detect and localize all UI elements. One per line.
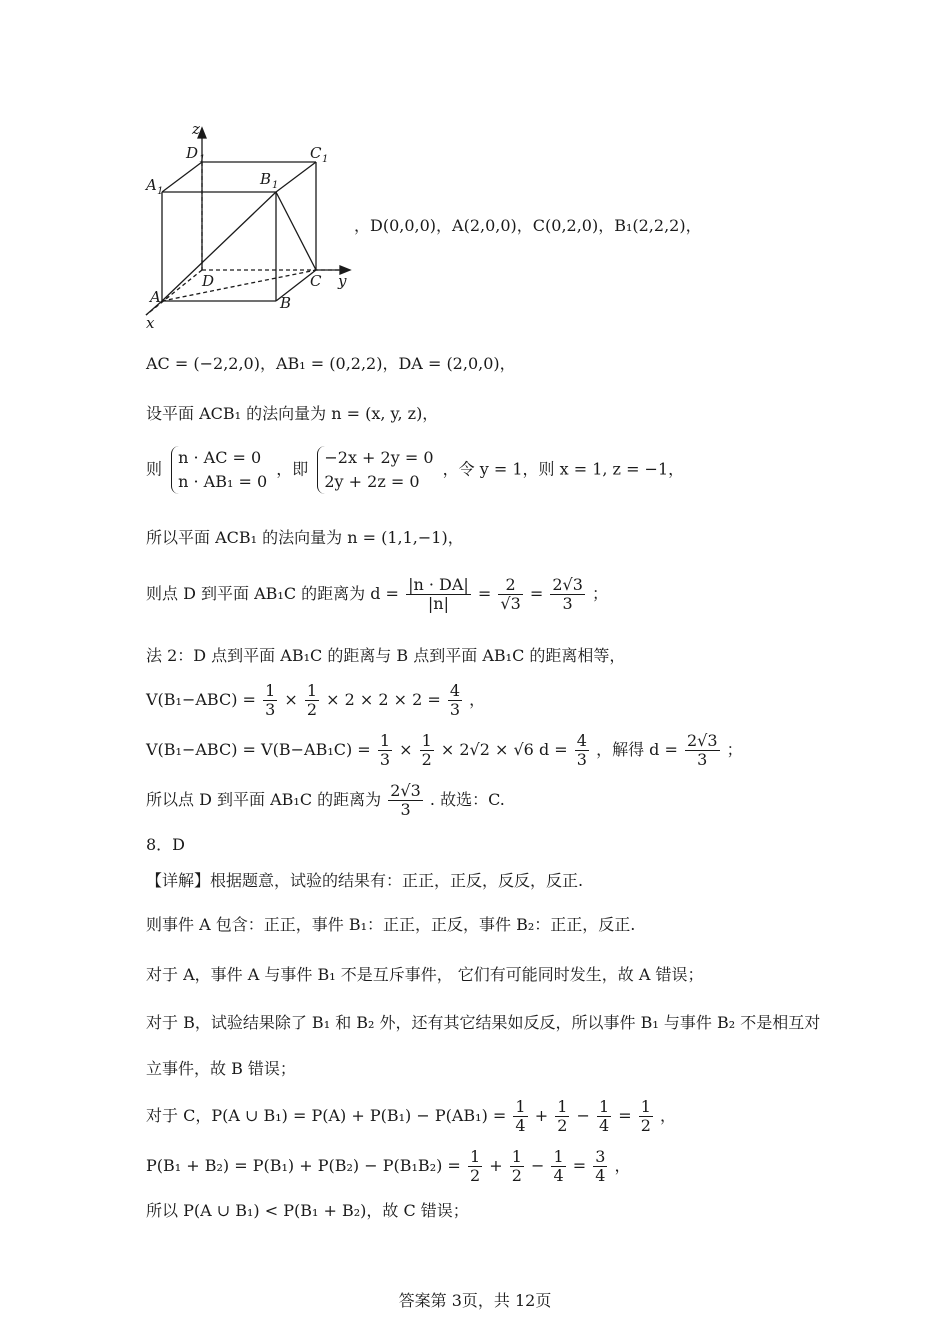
prob2-prefix: P(B₁ + B₂) = P(B₁) + P(B₂) − P(B₁B₂) = xyxy=(146,1156,461,1175)
label-c1: C xyxy=(310,144,322,162)
vectors-line: AC = (−2,2,0)，AB₁ = (0,2,2)，DA = (2,0,0)， xyxy=(146,354,516,373)
label-b1: B xyxy=(260,170,272,188)
page-footer: 答案第 3页，共 12页 xyxy=(398,1291,552,1310)
conclusion-line xyxy=(146,782,505,819)
system-eq3: −2x + 2y = 0 xyxy=(324,448,434,467)
label-a: A xyxy=(150,288,161,306)
detail-line: 【详解】根据题意，试验的结果有：正正，正反，反反，反正. xyxy=(146,871,584,890)
volume1-mid: × 2 × 2 × 2 = xyxy=(326,690,441,709)
label-y: y xyxy=(338,272,347,290)
label-b1-sub: 1 xyxy=(272,180,279,191)
normal-setup-line: 设平面 ACB₁ 的法向量为 n = (x, y, z)， xyxy=(146,404,439,423)
prob2-line: P(B₁ + B₂) = P(B₁) + P(B₂) − P(B₁B₂) = $\frac{1}{2}$ + $\frac{1}{2}$ − $\frac{1}{4}$ = $\frac{3}{4}$ ， xyxy=(146,1147,631,1185)
conclusion-prefix: 所以点 D 到平面 AB₁C 的距离为 xyxy=(146,790,382,809)
fraction-half: $\frac{1}{2}$ xyxy=(306,681,318,719)
volume2-line: V(B₁−ABC) = V(B−AB₁C) = $\frac{1}{3}$ × $\frac{1}{2}$ × 2√2 × √6 d = $\frac{4}{3}$ ，解得 d = $\frac{2√3}{3}$ ； xyxy=(146,731,743,769)
cube-figure xyxy=(140,120,370,340)
fraction-half-2: $\frac{1}{2}$ xyxy=(421,731,432,769)
fraction-c1: $\frac{1}{4}$ xyxy=(515,1097,526,1135)
label-x: x xyxy=(146,314,155,332)
system-line xyxy=(146,446,684,494)
fraction-p2: $\frac{1}{2}$ xyxy=(511,1147,522,1185)
label-c1-sub: 1 xyxy=(322,154,329,165)
label-d1: D xyxy=(186,144,199,162)
label-a1-sub: 1 xyxy=(157,186,164,197)
volume1-prefix: V(B₁−ABC) = xyxy=(146,690,256,709)
fraction-four-thirds-2: $\frac{4}{3}$ xyxy=(576,731,587,769)
fraction-c2: $\frac{1}{2}$ xyxy=(557,1097,568,1135)
volume2-mid: × 2√2 × √6 d = xyxy=(440,740,568,759)
compare-line: 所以 P(A ∪ B₁) < P(B₁ + B₂)，故 C 错误； xyxy=(146,1201,469,1220)
option-c-suffix: ， xyxy=(660,1106,677,1125)
system-eq2: n · AB₁ = 0 xyxy=(178,472,268,491)
conclusion-suffix: . 故选：C. xyxy=(429,790,505,809)
distance-fraction-2: $\frac{2}{√3}$ xyxy=(500,575,521,613)
label-a1: A xyxy=(146,176,157,194)
distance-fraction-3: $\frac{2√3}{3}$ xyxy=(552,575,583,613)
distance-suffix: ； xyxy=(591,584,608,603)
method2-line: 法 2：D 点到平面 AB₁C 的距离与 B 点到平面 AB₁C 的距离相等， xyxy=(146,646,626,665)
coordinates-text: ，D(0,0,0)，A(2,0,0)，C(0,2,0)，B₁(2,2,2)， xyxy=(354,216,702,235)
volume2-prefix: V(B₁−ABC) = V(B−AB₁C) = xyxy=(146,740,371,759)
fraction-third: $\frac{1}{3}$ xyxy=(265,681,276,719)
prob2-suffix: ， xyxy=(614,1156,631,1175)
fraction-third-2: $\frac{1}{3}$ xyxy=(379,731,390,769)
option-a-line: 对于 A，事件 A 与事件 B₁ 不是互斥事件， 它们有可能同时发生，故 A 错误； xyxy=(146,965,704,984)
label-d: D xyxy=(202,272,215,290)
answer8-line: 8．D xyxy=(146,835,186,854)
fraction-p4: $\frac{3}{4}$ xyxy=(595,1147,606,1185)
events-line: 则事件 A 包含：正正，事件 B₁：正正，正反，事件 B₂：正正，反正. xyxy=(146,915,636,934)
system-eq4: 2y + 2z = 0 xyxy=(324,472,420,491)
label-b: B xyxy=(280,294,292,312)
label-c: C xyxy=(310,272,322,290)
fraction-c4: $\frac{1}{2}$ xyxy=(640,1097,651,1135)
label-z: z xyxy=(192,120,200,138)
fraction-c3: $\frac{1}{4}$ xyxy=(598,1097,610,1135)
volume2-end: ； xyxy=(726,740,743,759)
system-prefix: 则 xyxy=(146,459,163,479)
system-suffix: ，令 y = 1，则 x = 1, z = −1， xyxy=(442,459,685,479)
fraction-d-result: $\frac{2√3}{3}$ xyxy=(686,731,718,769)
volume1-line: V(B₁−ABC) = $\frac{1}{3}$ × $\frac{1}{2}$ × 2 × 2 × 2 = $\frac{4}{3}$ ， xyxy=(146,681,486,719)
system-2 xyxy=(317,446,433,494)
system-1 xyxy=(171,446,267,494)
fraction-p3: $\frac{1}{4}$ xyxy=(553,1147,564,1185)
volume1-suffix: ， xyxy=(469,690,486,709)
option-c-prefix: 对于 C，P(A ∪ B₁) = P(A) + P(B₁) − P(AB₁) = xyxy=(146,1106,507,1125)
option-b-line1: 对于 B，试验结果除了 B₁ 和 B₂ 外，还有其它结果如反反，所以事件 B₁ 与事件 B₂ 不是相互对 xyxy=(146,1013,821,1032)
fraction-four-thirds: $\frac{4}{3}$ xyxy=(449,681,461,719)
label-d1-sub: 1 xyxy=(199,154,206,165)
system-eq1: n · AC = 0 xyxy=(178,448,262,467)
fraction-p1: $\frac{1}{2}$ xyxy=(469,1147,481,1185)
volume2-suffix: ，解得 d = xyxy=(596,740,678,759)
distance-prefix: 则点 D 到平面 AB₁C 的距离为 d = xyxy=(146,584,399,603)
distance-line: 则点 D 到平面 AB₁C 的距离为 d = $\frac{|n \cdot DA|}{|n|}$ = $\frac{2}{√3}$ = $\frac{2√3}{3}$ ； xyxy=(146,575,608,613)
system-mid: ，即 xyxy=(276,459,309,479)
option-c-line: 对于 C，P(A ∪ B₁) = P(A) + P(B₁) − P(AB₁) = $\frac{1}{4}$ + $\frac{1}{2}$ − $\frac{1}{4}$ = $\frac{1}{2}$ ， xyxy=(146,1097,677,1135)
fraction-conclusion: $\frac{2√3}{3}$ xyxy=(390,781,421,819)
option-b-line2: 立事件，故 B 错误； xyxy=(146,1059,296,1078)
normal-result-line: 所以平面 ACB₁ 的法向量为 n = (1,1,−1)， xyxy=(146,528,464,547)
distance-fraction: $\frac{|n \cdot DA|}{|n|}$ xyxy=(408,575,469,613)
